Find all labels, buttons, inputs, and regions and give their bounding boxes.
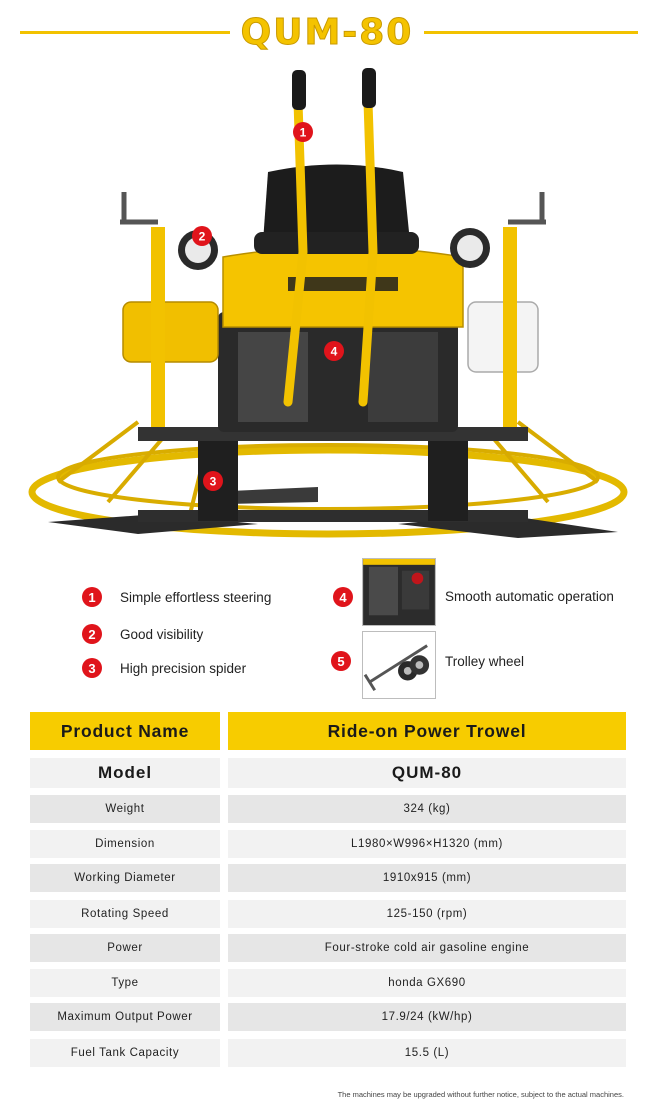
spec-label: Rotating Speed <box>30 900 220 928</box>
table-row <box>30 1039 626 1067</box>
spec-label: Maximum Output Power <box>30 1003 220 1031</box>
spec-value: 1910x915 (mm) <box>228 864 626 892</box>
feature-item-5 <box>331 649 351 673</box>
table-header-row <box>30 712 626 750</box>
spec-value: honda GX690 <box>228 969 626 997</box>
spec-label: Type <box>30 969 220 997</box>
table-row <box>30 934 626 962</box>
feature-item-1 <box>82 585 271 609</box>
feature-number-badge: 2 <box>82 624 102 644</box>
spec-value: 324 (kg) <box>228 795 626 823</box>
table-row <box>30 969 626 997</box>
spec-value: Four-stroke cold air gasoline engine <box>228 934 626 962</box>
title-bar <box>0 10 654 56</box>
spec-value: 125-150 (rpm) <box>228 900 626 928</box>
table-model-row <box>30 758 626 788</box>
title-rule-right <box>424 31 638 34</box>
feature-label: Trolley wheel <box>445 654 525 669</box>
spec-label: Fuel Tank Capacity <box>30 1039 220 1067</box>
feature-number-badge: 5 <box>331 651 351 671</box>
disclaimer-footnote: The machines may be upgraded without further notice, subject to the actual machines. <box>337 1090 624 1099</box>
feature-number-badge: 1 <box>82 587 102 607</box>
callout-marker-1 <box>293 122 313 142</box>
table-row <box>30 795 626 823</box>
model-value: QUM-80 <box>228 758 626 788</box>
feature-number-badge: 4 <box>333 587 353 607</box>
feature-number-badge: 3 <box>82 658 102 678</box>
feature-item-2 <box>82 622 203 646</box>
callout-marker-2 <box>192 226 212 246</box>
engine-thumbnail <box>362 558 436 626</box>
table-row <box>30 900 626 928</box>
spec-label: Working Diameter <box>30 864 220 892</box>
table-row <box>30 864 626 892</box>
svg-text:1: 1 <box>299 125 307 140</box>
model-label: Model <box>30 758 220 788</box>
feature-label: High precision spider <box>120 660 247 676</box>
spec-value: 15.5 (L) <box>228 1039 626 1067</box>
feature-item-3 <box>82 656 246 680</box>
page-title: QUM-80 <box>240 12 414 53</box>
machine-illustration <box>18 62 638 562</box>
spec-value: L1980×W996×H1320 (mm) <box>228 830 626 858</box>
callout-marker-3 <box>203 471 223 491</box>
spec-label: Power <box>30 934 220 962</box>
feature-label: Smooth automatic operation <box>445 589 614 604</box>
spec-label: Dimension <box>30 830 220 858</box>
table-header-value: Ride-on Power Trowel <box>228 712 626 750</box>
svg-text:3: 3 <box>209 474 217 489</box>
table-row <box>30 1003 626 1031</box>
table-row <box>30 830 626 858</box>
trolley-wheel-thumbnail <box>362 631 436 699</box>
svg-text:2: 2 <box>198 229 206 244</box>
spec-label: Weight <box>30 795 220 823</box>
callout-marker-4 <box>324 341 344 361</box>
table-header-label: Product Name <box>30 712 220 750</box>
svg-text:4: 4 <box>330 344 338 359</box>
feature-item-4 <box>333 585 353 609</box>
feature-label: Simple effortless steering <box>120 589 272 605</box>
spec-value: 17.9/24 (kW/hp) <box>228 1003 626 1031</box>
feature-label: Good visibility <box>120 626 204 642</box>
